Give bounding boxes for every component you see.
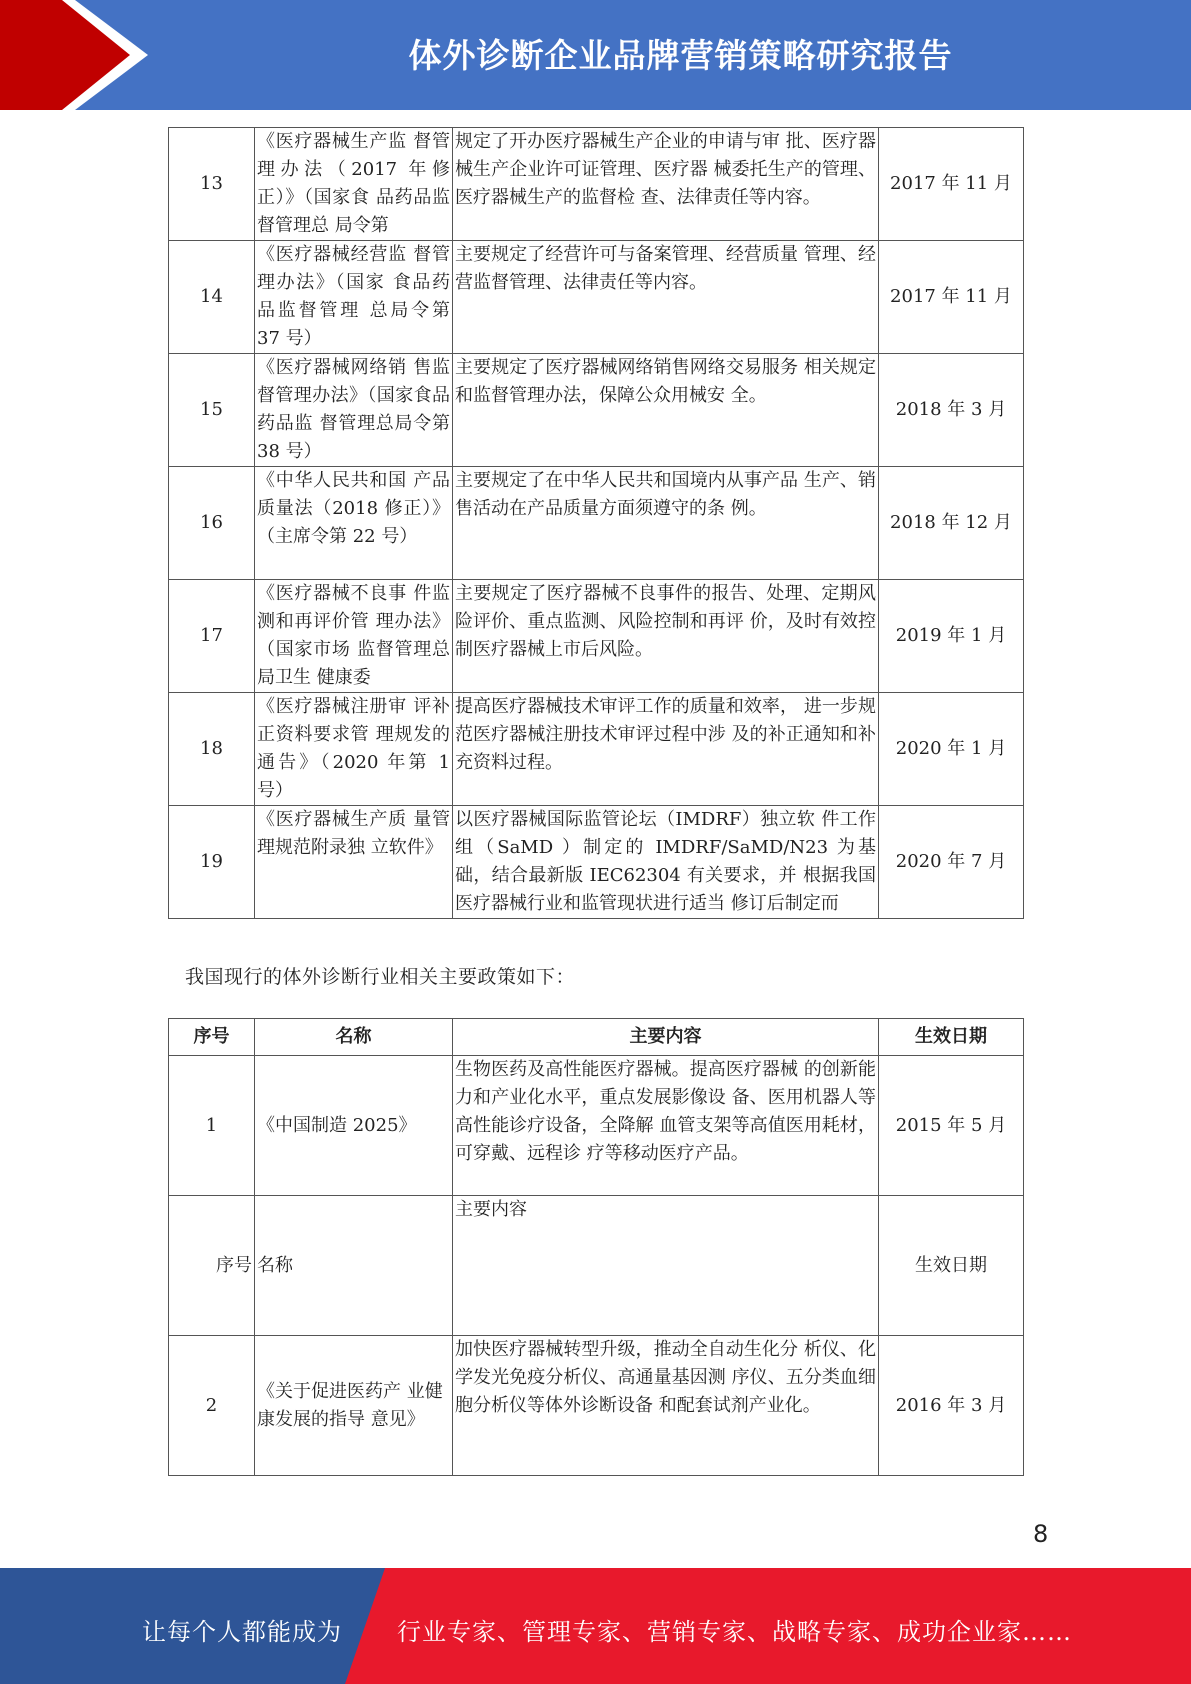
regulation-name-text: 《医疗器械生产质 量管理规范附录独 立软件》 bbox=[257, 809, 450, 858]
regulation-content: 主要规定了医疗器械不良事件的报告、处理、定期风险评价、重点监测、风险控制和再评 价，及时有效控制医疗器械上市后风险。 bbox=[453, 580, 879, 693]
repeated-header-date: 生效日期 bbox=[879, 1196, 1024, 1336]
effective-date: 2015 年 5 月 bbox=[879, 1056, 1024, 1196]
policies-table bbox=[168, 1018, 1024, 1476]
regulation-name bbox=[255, 693, 453, 806]
table-row bbox=[169, 580, 1024, 693]
effective-date: 2020 年 1 月 bbox=[879, 693, 1024, 806]
repeated-header-content: 主要内容 bbox=[453, 1196, 879, 1336]
header-arrow-decoration bbox=[0, 0, 150, 110]
regulation-name bbox=[255, 241, 453, 354]
effective-date: 2016 年 3 月 bbox=[879, 1336, 1024, 1476]
regulation-name-text: 《医疗器械注册审 评补正资料要求管 理规发的通告》（2020 年第 1 号） bbox=[257, 696, 450, 801]
footer-slogan-left: 让每个人都能成为 bbox=[142, 1618, 342, 1646]
page-footer bbox=[0, 1568, 1191, 1684]
regulation-content: 提高医疗器械技术审评工作的质量和效率， 进一步规范医疗器械注册技术审评过程中涉 及的补正通知和补充资料过程。 bbox=[453, 693, 879, 806]
repeated-header-name: 名称 bbox=[255, 1196, 453, 1336]
policy-name: 《中国制造 2025》 bbox=[255, 1056, 453, 1196]
effective-date: 2017 年 11 月 bbox=[879, 128, 1024, 241]
header-date: 生效日期 bbox=[879, 1019, 1024, 1056]
regulation-name-text: 《医疗器械经营监 督管理办法》（国家 食品药品监督管理 总局令第 37 号） bbox=[257, 244, 450, 349]
row-number: 15 bbox=[169, 354, 255, 467]
footer-slogan-right: 行业专家、管理专家、营销专家、战略专家、成功企业家…… bbox=[397, 1618, 1072, 1646]
intro-paragraph: 我国现行的体外诊断行业相关主要政策如下： bbox=[185, 966, 576, 988]
regulation-content: 规定了开办医疗器械生产企业的申请与审 批、医疗器械生产企业许可证管理、医疗器 械委托生产的管理、医疗器械生产的监督检 查、法律责任等内容。 bbox=[453, 128, 879, 241]
regulation-name bbox=[255, 128, 453, 241]
regulation-name-text: 《中华人民共和国 产品质量法（2018 修正）》（主席令第 22 号） bbox=[257, 470, 450, 547]
regulation-content bbox=[453, 806, 879, 919]
regulation-name-text: 《医疗器械不良事 件监测和再评价管 理办法》（国家市场 监督管理总局卫生 健康委 bbox=[257, 583, 450, 688]
policy-content: 生物医药及高性能医疗器械。提高医疗器械 的创新能力和产业化水平，重点发展影像设 备、医用机器人等高性能诊疗设备，全降解 血管支架等高值医用耗材，可穿戴、远程诊 疗等移动医疗产品。 bbox=[453, 1056, 879, 1196]
repeated-header-number: 序号 bbox=[169, 1196, 255, 1336]
row-number: 17 bbox=[169, 580, 255, 693]
regulation-name-text: 《医疗器械生产监 督管理办法（2017 年修正）》（国家食 品药品监督管理总 局令第 bbox=[257, 131, 450, 236]
effective-date: 2017 年 11 月 bbox=[879, 241, 1024, 354]
report-title: 体外诊断企业品牌营销策略研究报告 bbox=[408, 36, 953, 75]
table-row bbox=[169, 693, 1024, 806]
effective-date: 2018 年 3 月 bbox=[879, 354, 1024, 467]
effective-date: 2019 年 1 月 bbox=[879, 580, 1024, 693]
regulation-content: 主要规定了医疗器械网络销售网络交易服务 相关规定和监督管理办法，保障公众用械安 全。 bbox=[453, 354, 879, 467]
policy-content: 加快医疗器械转型升级，推动全自动生化分 析仪、化学发光免疫分析仪、高通量基因测 序仪、五分类血细胞分析仪等体外诊断设备 和配套试剂产业化。 bbox=[453, 1336, 879, 1476]
regulation-name bbox=[255, 580, 453, 693]
table-row bbox=[169, 1336, 1024, 1476]
table-row bbox=[169, 1056, 1024, 1196]
table-header-row bbox=[169, 1019, 1024, 1056]
row-number: 2 bbox=[169, 1336, 255, 1476]
table-row bbox=[169, 241, 1024, 354]
header-number: 序号 bbox=[169, 1019, 255, 1056]
header-content: 主要内容 bbox=[453, 1019, 879, 1056]
effective-date: 2018 年 12 月 bbox=[879, 467, 1024, 580]
regulation-content: 主要规定了在中华人民共和国境内从事产品 生产、销售活动在产品质量方面须遵守的条 例。 bbox=[453, 467, 879, 580]
table-row bbox=[169, 806, 1024, 919]
regulation-name bbox=[255, 467, 453, 580]
row-number: 16 bbox=[169, 467, 255, 580]
row-number: 19 bbox=[169, 806, 255, 919]
table-row bbox=[169, 354, 1024, 467]
effective-date: 2020 年 7 月 bbox=[879, 806, 1024, 919]
regulations-table bbox=[168, 127, 1024, 919]
table-row bbox=[169, 467, 1024, 580]
regulation-name bbox=[255, 806, 453, 919]
page-header bbox=[0, 0, 1191, 110]
page-number: 8 bbox=[1033, 1520, 1049, 1548]
row-number: 13 bbox=[169, 128, 255, 241]
regulation-name bbox=[255, 354, 453, 467]
table-row bbox=[169, 128, 1024, 241]
table-row bbox=[169, 1196, 1024, 1336]
row-number: 18 bbox=[169, 693, 255, 806]
policy-name: 《关于促进医药产 业健康发展的指导 意见》 bbox=[255, 1336, 453, 1476]
row-number: 14 bbox=[169, 241, 255, 354]
regulation-content-text: 以医疗器械国际监管论坛（IMDRF）独立软 件工作组（SaMD ）制定的 IMDRF/SaMD/N23 为基础，结合最新版 IEC62304 有关要求，并 根据我国医疗器械行业和监管现状进行适当 修订后制定而 bbox=[455, 809, 876, 914]
regulation-name-text: 《医疗器械网络销 售监督管理办法》（国家食品药品监 督管理总局令第 38 号） bbox=[257, 357, 450, 462]
regulation-content: 主要规定了经营许可与备案管理、经营质量 管理、经营监督管理、法律责任等内容。 bbox=[453, 241, 879, 354]
header-name: 名称 bbox=[255, 1019, 453, 1056]
row-number: 1 bbox=[169, 1056, 255, 1196]
